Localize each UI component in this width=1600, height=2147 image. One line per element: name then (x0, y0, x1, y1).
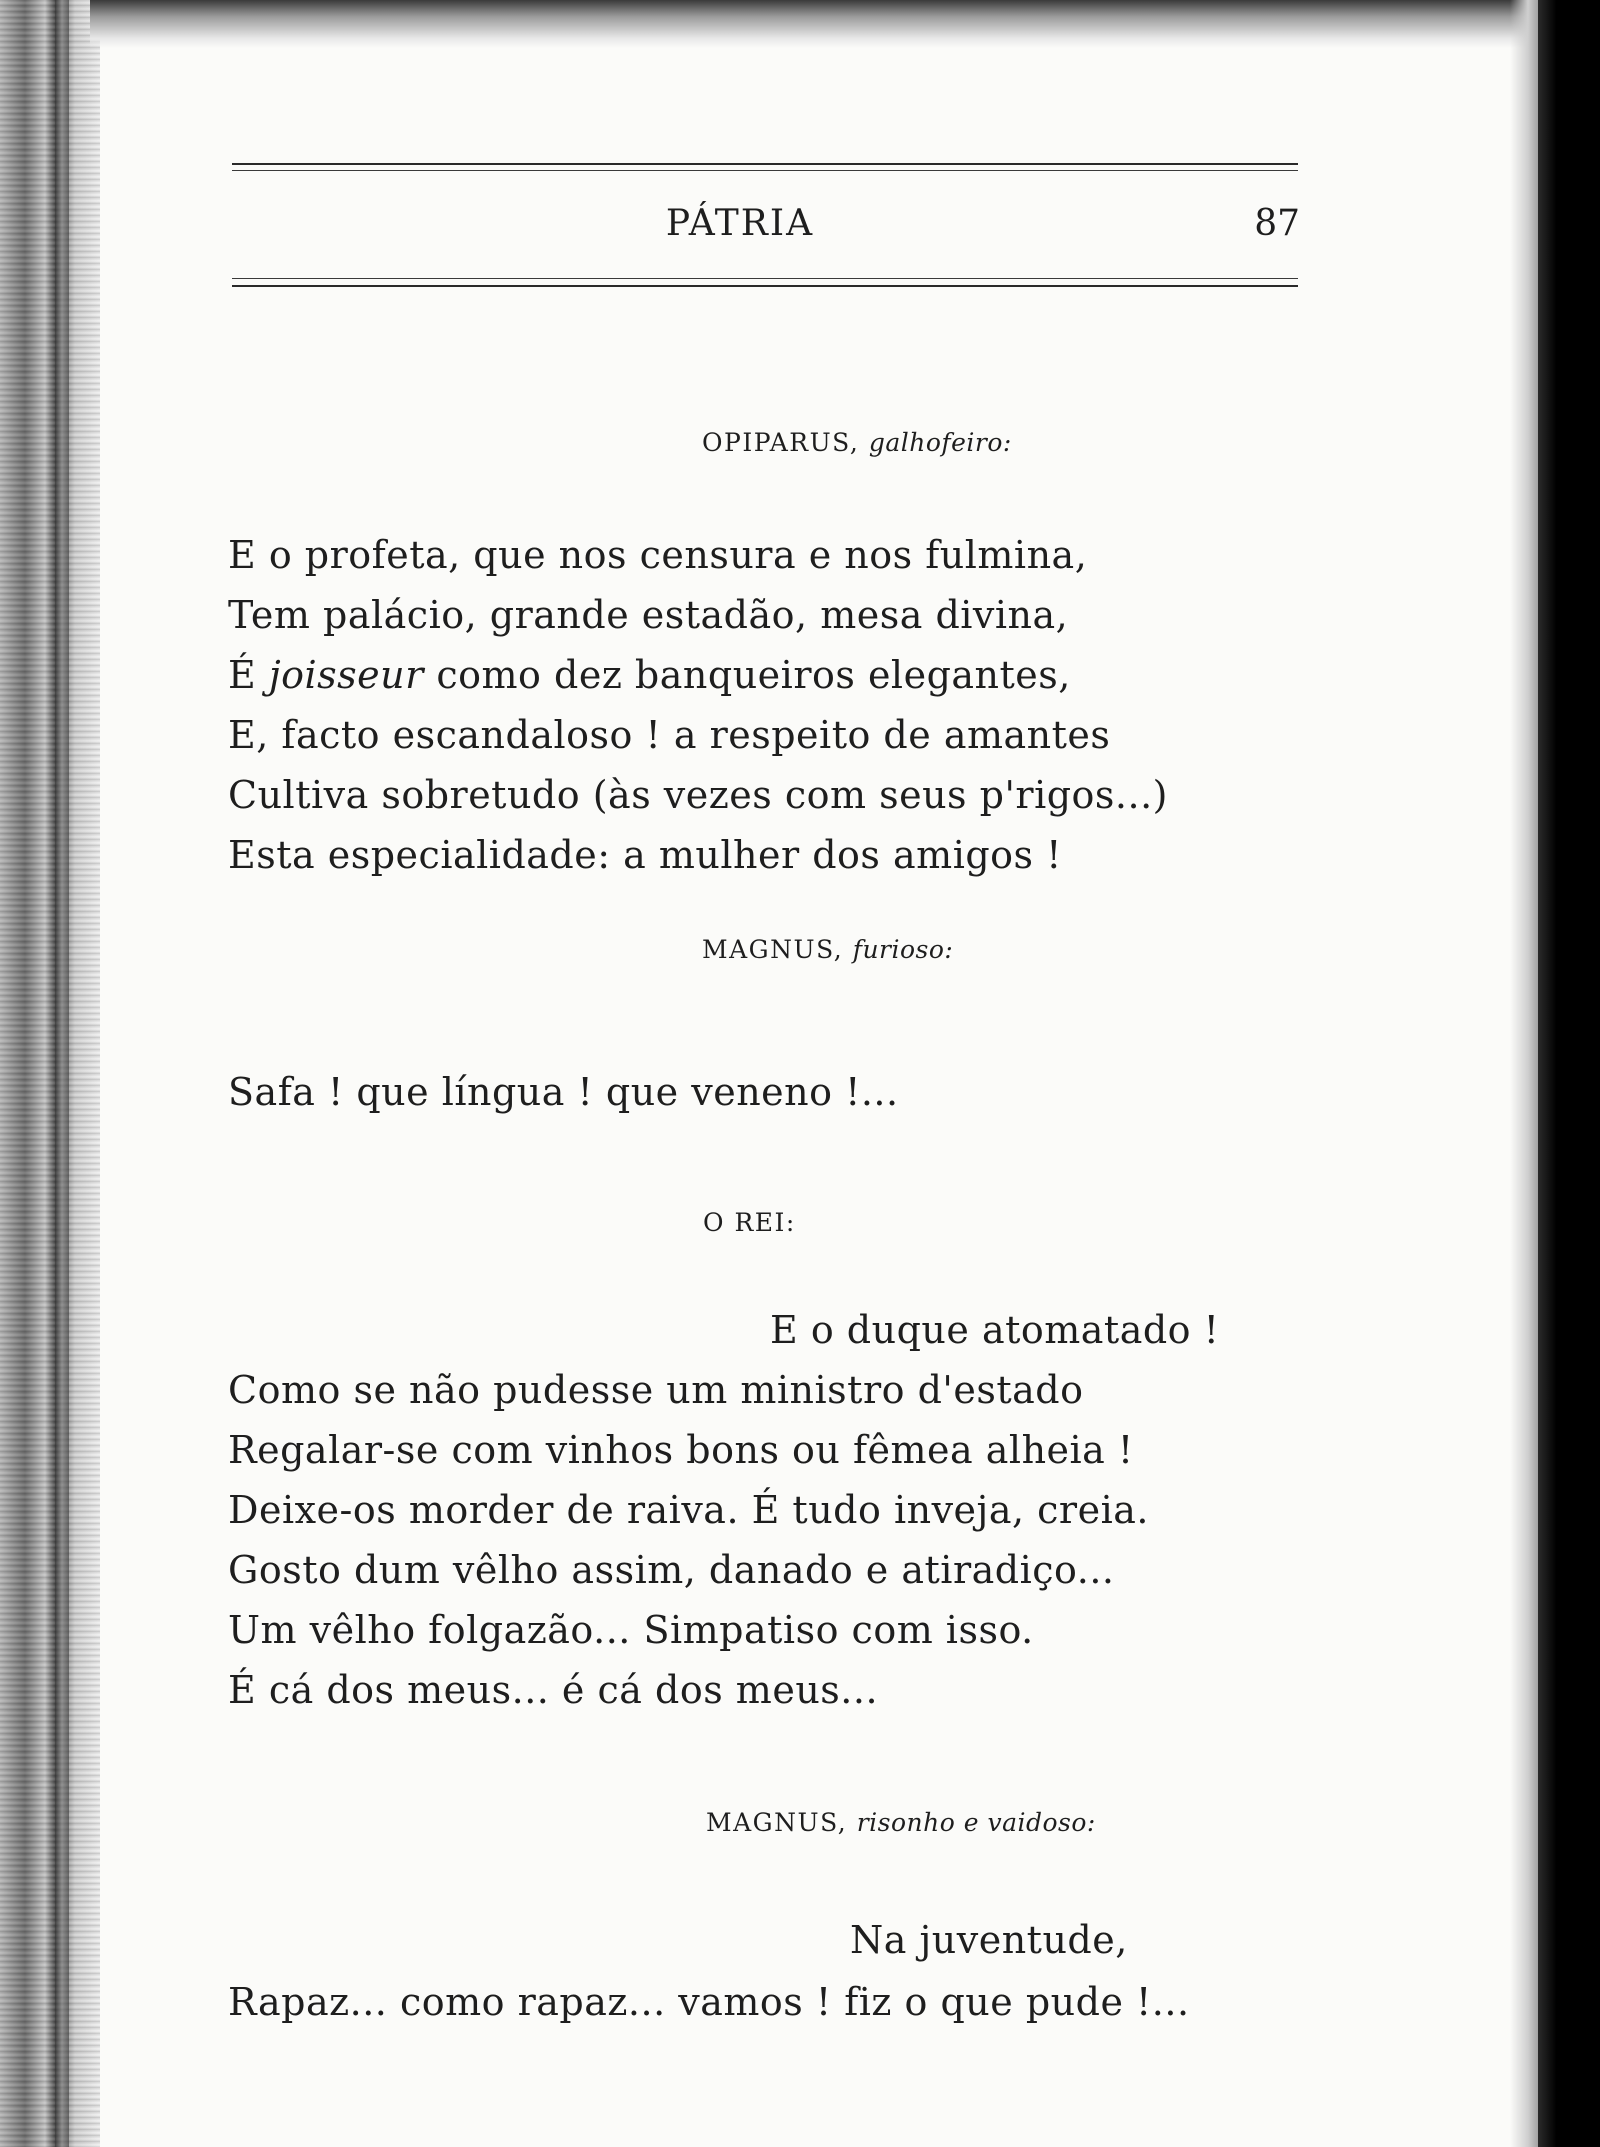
speaker-label (702, 935, 953, 964)
top-page-edge-shadow (90, 0, 1530, 48)
verse-line-indented: E o duque atomatado ! (770, 1308, 1220, 1352)
speaker-name: O REI: (703, 1208, 796, 1237)
verse-line: E o profeta, que nos censura e nos fulmina, (228, 533, 1088, 577)
verse-line (228, 645, 1071, 705)
header-rule-top (232, 163, 1298, 165)
verse-line: Safa ! que língua ! que veneno !... (228, 1070, 899, 1114)
speaker-name: MAGNUS, (702, 935, 844, 964)
stage-direction: furioso: (852, 935, 954, 964)
stage-direction: risonho e vaidoso: (856, 1808, 1096, 1837)
verse-text: como dez banqueiros elegantes, (423, 653, 1071, 697)
verse-line: Gosto dum vêlho assim, danado e atiradiço... (228, 1548, 1115, 1592)
page-number: 87 (1254, 203, 1300, 244)
right-page-edge-shadow (1538, 0, 1600, 2147)
verse-line: Cultiva sobretudo (às vezes com seus p'rigos...) (228, 773, 1168, 817)
verse-text: É (228, 653, 269, 697)
speaker-label (702, 428, 1012, 457)
book-spine-shadow (0, 0, 100, 2147)
header-rule-bottom-thin (232, 278, 1298, 279)
verse-line: Regalar-se com vinhos bons ou fêmea alheia ! (228, 1428, 1134, 1472)
verse-line: E, facto escandaloso ! a respeito de amantes (228, 713, 1111, 757)
verse-line-indented: Na juventude, (850, 1918, 1128, 1962)
verse-line: Tem palácio, grande estadão, mesa divina, (228, 593, 1069, 637)
verse-line: Rapaz... como rapaz... vamos ! fiz o que pude !... (228, 1980, 1190, 2024)
stage-direction: galhofeiro: (868, 428, 1012, 457)
speaker-name: MAGNUS, (706, 1808, 848, 1837)
speaker-label (706, 1808, 1096, 1837)
verse-line: Esta especialidade: a mulher dos amigos ! (228, 833, 1062, 877)
header-rule-bottom (232, 285, 1298, 287)
verse-line: Deixe-os morder de raiva. É tudo inveja, creia. (228, 1488, 1149, 1532)
right-page-fringe (1510, 0, 1540, 2147)
verse-line: Um vêlho folgazão... Simpatiso com isso. (228, 1608, 1034, 1652)
running-title: PÁTRIA (665, 203, 815, 244)
header-rule-top-thin (232, 170, 1298, 171)
verse-line: É cá dos meus... é cá dos meus... (228, 1668, 879, 1712)
verse-line: Como se não pudesse um ministro d'estado (228, 1368, 1084, 1412)
speaker-name: OPIPARUS, (702, 428, 860, 457)
speaker-label (703, 1208, 796, 1237)
verse-italic-word: joisseur (268, 653, 424, 697)
